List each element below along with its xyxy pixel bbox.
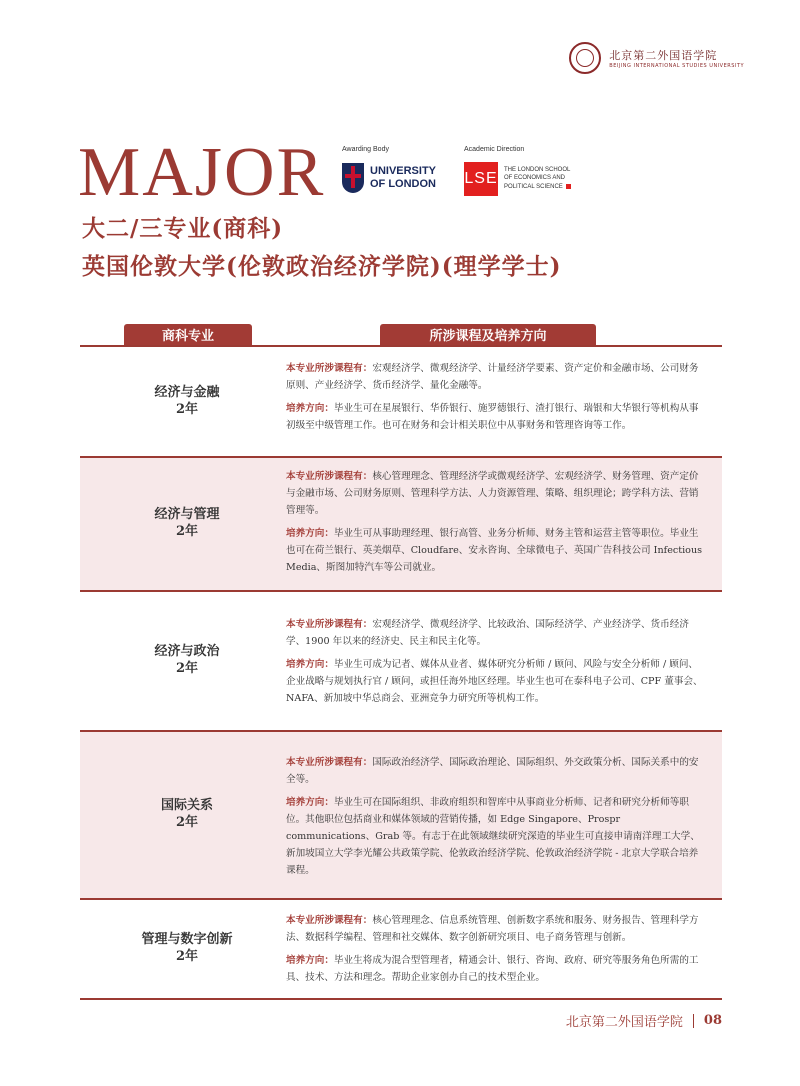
career-text: 毕业生将成为混合型管理者，精通会计、银行、咨询、政府、研究等服务角色所需的工具、技术、方法和理念。帮助企业家创办自己的技术型企业。 bbox=[286, 955, 699, 983]
academic-direction-label: Academic Direction bbox=[464, 146, 525, 153]
major-name: 经济与政治 bbox=[154, 644, 220, 660]
career-label: 培养方向： bbox=[286, 403, 334, 414]
lse-logo bbox=[464, 162, 571, 196]
career-text: 毕业生可成为记者、媒体从业者、媒体研究分析师 / 顾问、风险与安全分析师 / 顾问、企业战略与规划执行官 / 顾问，或担任海外地区经理。毕业生也可在泰科电子公司、CPF 董事会、NAFA、新加坡中华总商会、亚洲竞争力研究所等机构工作。 bbox=[286, 659, 703, 704]
career-label: 培养方向： bbox=[286, 528, 334, 539]
major-name: 经济与管理 bbox=[154, 507, 220, 523]
lse-box: LSE bbox=[464, 162, 498, 196]
uol-shield-icon bbox=[342, 163, 364, 193]
major-heading: MAJOR bbox=[78, 134, 326, 211]
uol-line1: UNIVERSITY bbox=[370, 164, 437, 177]
course-label: 本专业所涉课程有： bbox=[286, 915, 373, 926]
lse-line2: OF ECONOMICS AND bbox=[504, 175, 566, 182]
course-text: 宏观经济学、微观经济学、比较政治、国际经济学、产业经济学、货币经济学、1900 年以来的经济史、民主和民主化等。 bbox=[286, 619, 689, 647]
major-name: 管理与数字创新 bbox=[141, 932, 233, 948]
course-label: 本专业所涉课程有： bbox=[286, 471, 373, 482]
table-header bbox=[80, 324, 722, 346]
page-footer bbox=[566, 1011, 722, 1030]
table-row bbox=[80, 458, 722, 592]
header-major: 商科专业 bbox=[124, 324, 252, 345]
lse-line1: THE LONDON SCHOOL bbox=[504, 167, 571, 173]
course-text: 核心管理理念、管理经济学或微观经济学、宏观经济学、财务管理、资产定价与金融市场、公司财务原则、管理科学方法、人力资源管理、策略、组织理论；跨学科方法、营销管理等。 bbox=[286, 471, 699, 516]
career-text: 毕业生可在星展银行、华侨银行、施罗德银行、渣打银行、瑞银和大华银行等机构从事初级至中级管理工作。也可在财务和会计相关职位中从事财务和管理咨询等工作。 bbox=[286, 403, 699, 431]
table-row bbox=[80, 592, 722, 732]
table-row bbox=[80, 732, 722, 900]
lse-line3: POLITICAL SCIENCE bbox=[504, 183, 563, 190]
major-name: 经济与金融 bbox=[154, 385, 220, 401]
lse-square-icon bbox=[566, 184, 571, 189]
header-courses: 所涉课程及培养方向 bbox=[380, 324, 596, 345]
footer-divider bbox=[693, 1014, 694, 1028]
course-text: 核心管理理念、信息系统管理、创新数字系统和服务、财务报告、管理科学方法、数据科学编程、管理和社交媒体、数字创新研究项目、电子商务管理与创新。 bbox=[286, 915, 699, 943]
course-label: 本专业所涉课程有： bbox=[286, 757, 373, 768]
page-title-line1: 大二/三专业(商科) bbox=[82, 215, 284, 242]
school-seal-icon bbox=[569, 42, 601, 74]
major-name: 国际关系 bbox=[160, 798, 213, 814]
table-row bbox=[80, 900, 722, 1000]
major-years: 2年 bbox=[175, 402, 199, 417]
table-row bbox=[80, 348, 722, 458]
career-label: 培养方向： bbox=[286, 659, 334, 670]
career-text: 毕业生可从事助理经理、银行高管、业务分析师、财务主管和运营主管等职位。毕业生也可在荷兰银行、英美烟草、Cloudfare、安永咨询、全球微电子、英国广告科技公司 Infectious Media、斯图加特汽车等公司就业。 bbox=[286, 528, 703, 573]
major-years: 2年 bbox=[175, 524, 199, 539]
career-text: 毕业生可在国际组织、非政府组织和智库中从事商业分析师、记者和研究分析师等职位。其他职位包括商业和媒体领域的营销传播，如 Edge Singapore、Prospr communications、Grab 等。有志于在此领域继续研究深造的毕业生可直接申请南洋理工大学、新加坡国立大学李光耀公共政策学院、伦敦政治经济学院、伦敦政治经济学院 - 北京大学联合培养课程。 bbox=[286, 797, 700, 876]
major-years: 2年 bbox=[175, 815, 199, 830]
school-name-en: BEIJING INTERNATIONAL STUDIES UNIVERSITY bbox=[609, 63, 744, 69]
course-label: 本专业所涉课程有： bbox=[286, 619, 373, 630]
page-title-line2: 英国伦敦大学(伦敦政治经济学院)(理学学士) bbox=[82, 253, 562, 280]
school-brand bbox=[569, 42, 744, 74]
footer-school: 北京第二外国语学院 bbox=[565, 1015, 683, 1030]
major-years: 2年 bbox=[175, 661, 199, 676]
career-label: 培养方向： bbox=[286, 955, 334, 966]
university-of-london-logo bbox=[342, 163, 436, 193]
course-text: 国际政治经济学、国际政治理论、国际组织、外交政策分析、国际关系中的安全等。 bbox=[286, 757, 699, 785]
page-number: 08 bbox=[703, 1013, 722, 1028]
course-text: 宏观经济学、微观经济学、计量经济学要素、资产定价和金融市场、公司财务原则、产业经济学、货币经济学、量化金融等。 bbox=[286, 363, 699, 391]
uol-line2: OF LONDON bbox=[370, 178, 436, 190]
school-name-cn: 北京第二外国语学院 bbox=[609, 49, 718, 62]
awarding-body-label: Awarding Body bbox=[342, 146, 389, 153]
course-label: 本专业所涉课程有： bbox=[286, 363, 373, 374]
table-header-rule bbox=[80, 345, 722, 347]
career-label: 培养方向： bbox=[286, 797, 334, 808]
major-years: 2年 bbox=[175, 949, 199, 964]
